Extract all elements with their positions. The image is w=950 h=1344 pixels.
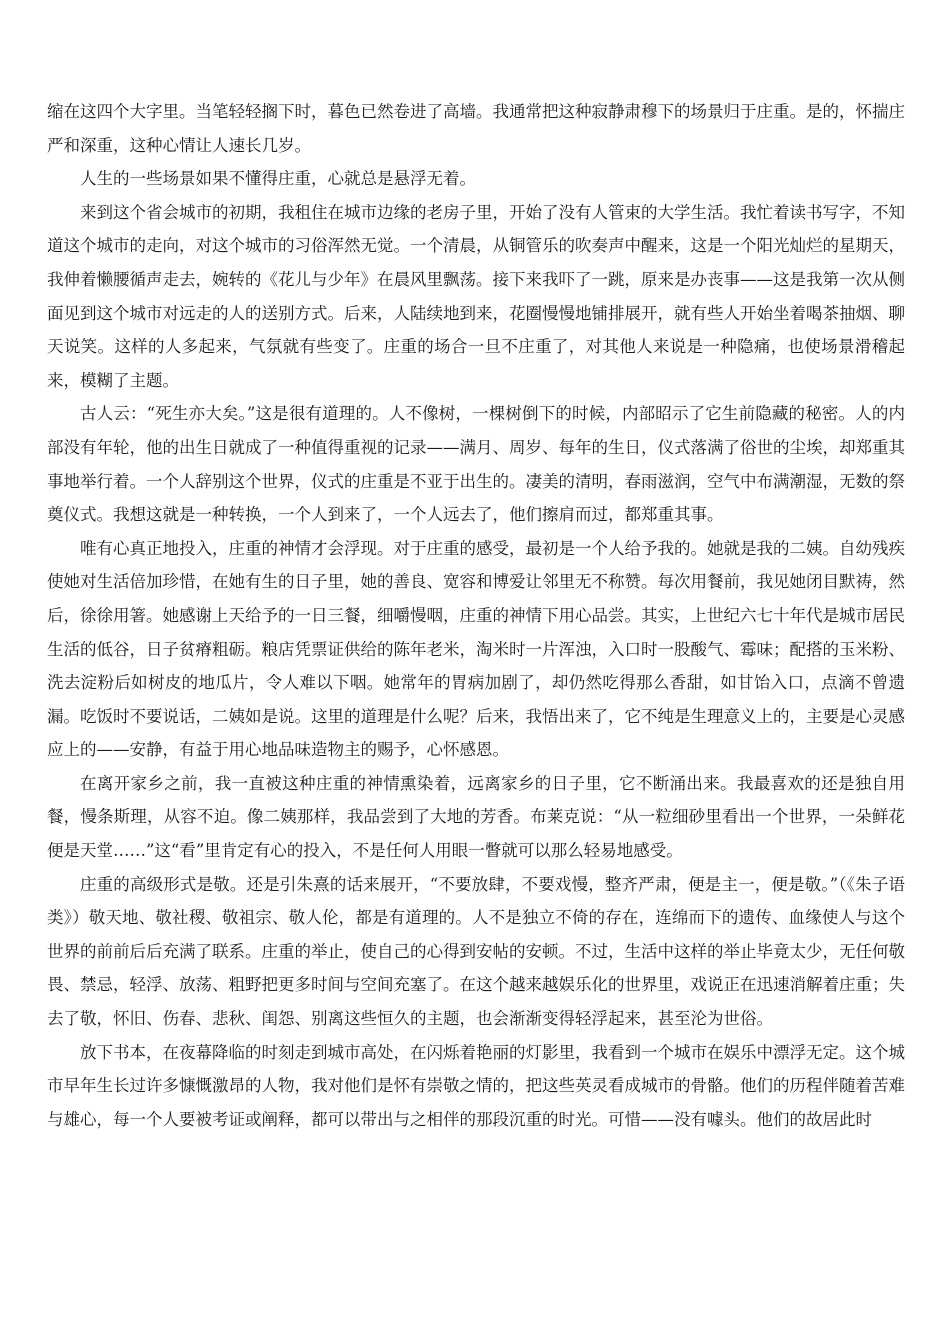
paragraph: 来到这个省会城市的初期，我租住在城市边缘的老房子里，开始了没有人管束的大学生活。我忙着读书写字，不知道这个城市的走向，对这个城市的习俗浑然无觉。一个清晨，从铜管乐的吹奏声中醒来，这是一个阳光灿烂的星期天，我伸着懒腰循声走去，婉转的《花儿与少年》在晨风里飘荡。接下来我吓了一跳，原来是办丧事——这是我第一次从侧面见到这个城市对远走的人的送别方式。后来，人陆续地到来，花圈慢慢地铺排展开，就有些人开始坐着喝茶抽烟、聊天说笑。这样的人多起来，气氛就有些变了。庄重的场合一旦不庄重了，对其他人来说是一种隐痛，也使场景滑稽起来，模糊了主题。 <box>47 202 905 390</box>
paragraph: 唯有心真正地投入，庄重的神情才会浮现。对于庄重的感受，最初是一个人给予我的。她就是我的二姨。自幼残疾使她对生活倍加珍惜，在她有生的日子里，她的善良、宽容和博爱让邻里无不称赞。每次用餐前，我见她闭目默祷，然后，徐徐用箸。她感谢上天给予的一日三餐，细嚼慢咽，庄重的神情下用心品尝。其实，上世纪六七十年代是城市居民生活的低谷，日子贫瘠粗砺。粮店凭票证供给的陈年老米，淘米时一片浑浊，入口时一股酸气、霉味；配搭的玉米粉、洗去淀粉后如树皮的地瓜片，令人难以下咽。她常年的胃病加剧了，却仍然吃得那么香甜，如甘饴入口，点滴不曾遗漏。吃饭时不要说话，二姨如是说。这里的道理是什么呢？后来，我悟出来了，它不纯是生理意义上的，主要是心灵感应上的——安静，有益于用心地品味造物主的赐予，心怀感恩。 <box>47 538 905 760</box>
article-body <box>47 95 905 1136</box>
paragraph: 在离开家乡之前，我一直被这种庄重的神情熏染着，远离家乡的日子里，它不断涌出来。我最喜欢的还是独自用餐，慢条斯理，从容不迫。像二姨那样，我品尝到了大地的芳香。布莱克说：“从一粒细砂里看出一个世界，一朵鲜花便是天堂……”这“看”里肯定有心的投入，不是任何人用眼一瞥就可以那么轻易地感受。 <box>47 773 905 861</box>
paragraph: 人生的一些场景如果不懂得庄重，心就总是悬浮无着。 <box>80 169 476 189</box>
paragraph: 庄重的高级形式是敬。还是引朱熹的话来展开，“不要放肆，不要戏慢，整齐严肃，便是主一，便是敬。”（《朱子语类》）敬天地、敬社稷、敬祖宗、敬人伦，都是有道理的。人不是独立不倚的存在，连绵而下的遗传、血缘使人与这个世界的前前后后充满了联系。庄重的举止，使自己的心得到安帖的安顿。不过，生活中这样的举止毕竟太少，无任何敬畏、禁忌，轻浮、放荡、粗野把更多时间与空间充塞了。在这个越来越娱乐化的世界里，戏说正在迅速消解着庄重；失去了敬，怀旧、伤春、悲秋、闺怨、别离这些恒久的主题，也会渐渐变得轻浮起来，甚至沦为世俗。 <box>47 874 905 1029</box>
paragraph: 古人云：“死生亦大矣。”这是很有道理的。人不像树，一棵树倒下的时候，内部昭示了它生前隐藏的秘密。人的内部没有年轮，他的出生日就成了一种值得重视的记录——满月、周岁、每年的生日，仪式落满了俗世的尘埃，却郑重其事地举行着。一个人辞别这个世界，仪式的庄重是不亚于出生的。凄美的清明，春雨滋润，空气中布满潮湿，无数的祭奠仪式。我想这就是一种转换，一个人到来了，一个人远去了，他们擦肩而过，都郑重其事。 <box>47 404 905 525</box>
paragraph-continued: 缩在这四个大字里。当笔轻轻搁下时，暮色已然卷进了高墙。我通常把这种寂静肃穆下的场景归于庄重。是的，怀揣庄严和深重，这种心情让人速长几岁。 <box>47 102 905 155</box>
paragraph: 放下书本，在夜幕降临的时刻走到城市高处，在闪烁着艳丽的灯影里，我看到一个城市在娱乐中漂浮无定。这个城市早年生长过许多慷慨激昂的人物，我对他们是怀有崇敬之情的，把这些英灵看成城市的骨骼。他们的历程伴随着苦难与雄心，每一个人要被考证或阐释，都可以带出与之相伴的那段沉重的时光。可惜——没有噱头。他们的故居此时 <box>47 1042 905 1129</box>
